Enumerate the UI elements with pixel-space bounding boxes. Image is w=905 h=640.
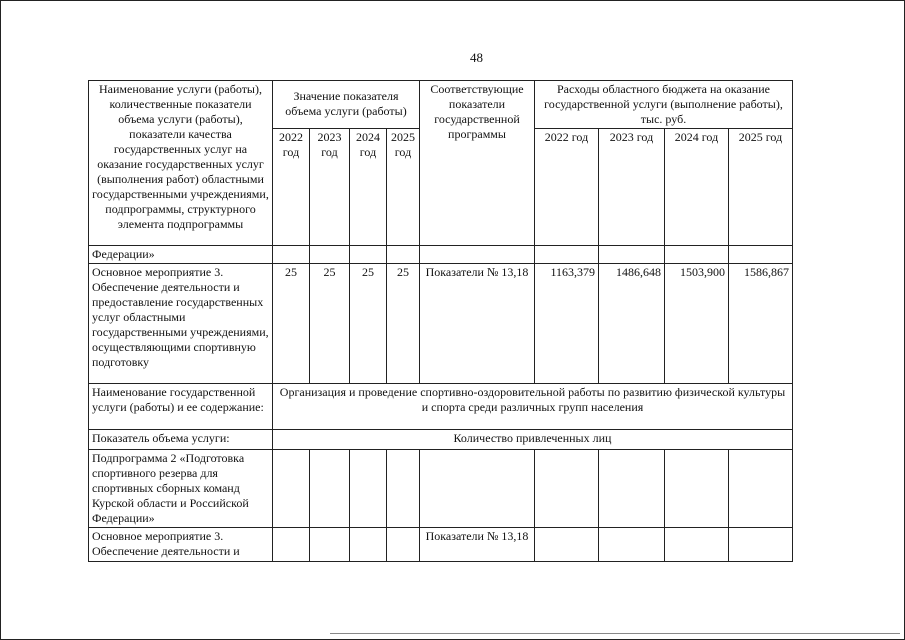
subprogram-name: Подпрограмма 2 «Подготовка спортивного резерва для спортивных сборных команд Курской области и Российской Федерации» <box>89 450 273 528</box>
header-year-long: 2024 год <box>665 129 729 246</box>
table-row <box>89 246 793 264</box>
header-volume-value: Значение показателя объема услуги (работы) <box>273 81 420 129</box>
table-row <box>89 430 793 450</box>
header-program-indicators: Соответствующие показатели государственной программы <box>420 81 535 246</box>
main-event-2-name: Основное мероприятие 3. Обеспечение деятельности и <box>89 528 273 562</box>
header-year-long: 2022 год <box>535 129 599 246</box>
header-service-name: Наименование услуги (работы), количественные показатели объема услуги (работы), показатели качества государственных услуг на оказание государственных услуг (выполнения работ) областными государственными учреждениями, подпрограммы, структурного элемента подпрограммы <box>89 81 273 246</box>
expense-value: 1586,867 <box>729 264 793 384</box>
budget-table-wrapper <box>88 80 793 562</box>
expense-value: 1163,379 <box>535 264 599 384</box>
main-event-name: Основное мероприятие 3. Обеспечение деятельности и предоставление государственных услуг областными государственными учреждениями, осуществляющими спортивную подготовку <box>89 264 273 384</box>
program-indicators: Показатели № 13,18 <box>420 264 535 384</box>
row-label-federation: Федерации» <box>89 246 273 264</box>
volume-value: 25 <box>387 264 420 384</box>
header-year-short: 2023 год <box>310 129 350 246</box>
table-row <box>89 384 793 430</box>
volume-value: 25 <box>273 264 310 384</box>
service-name-label: Наименование государственной услуги (работы) и ее содержание: <box>89 384 273 430</box>
header-year-short: 2024 год <box>350 129 387 246</box>
header-budget-expenses: Расходы областного бюджета на оказание государственной услуги (выполнение работы), тыс. руб. <box>535 81 793 129</box>
header-year-long: 2023 год <box>599 129 665 246</box>
table-row <box>89 450 793 528</box>
volume-indicator-value: Количество привлеченных лиц <box>273 430 793 450</box>
program-indicators-2: Показатели № 13,18 <box>420 528 535 562</box>
volume-value: 25 <box>350 264 387 384</box>
header-year-long: 2025 год <box>729 129 793 246</box>
header-year-short: 2022 год <box>273 129 310 246</box>
expense-value: 1486,648 <box>599 264 665 384</box>
budget-table <box>88 80 793 562</box>
volume-indicator-label: Показатель объема услуги: <box>89 430 273 450</box>
bottom-rule <box>330 633 900 634</box>
header-year-short: 2025 год <box>387 129 420 246</box>
service-name-value: Организация и проведение спортивно-оздоровительной работы по развитию физической культуры и спорта среди различных групп населения <box>273 384 793 430</box>
page-number: 48 <box>470 50 483 65</box>
expense-value: 1503,900 <box>665 264 729 384</box>
header-row-1 <box>89 81 793 129</box>
volume-value: 25 <box>310 264 350 384</box>
table-row <box>89 528 793 562</box>
table-row <box>89 264 793 384</box>
